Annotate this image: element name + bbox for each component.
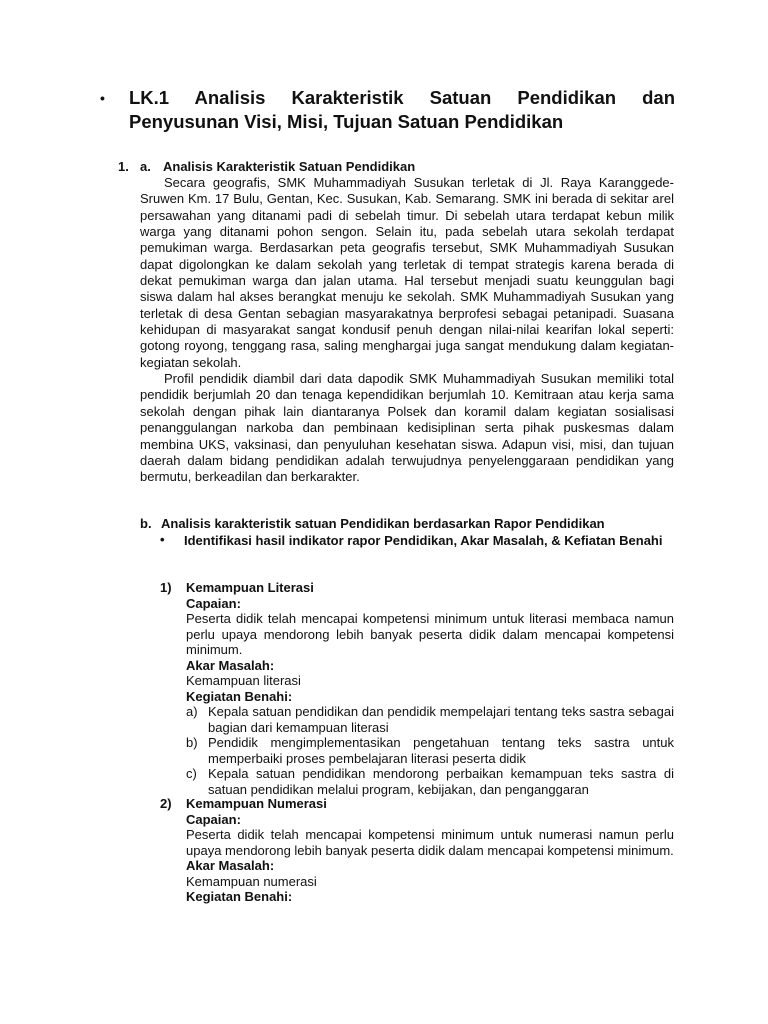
capaian-label: Capaian:: [186, 595, 241, 611]
item-title: Kemampuan Numerasi: [186, 796, 327, 811]
akar-masalah-label: Akar Masalah:: [186, 657, 275, 673]
akar-masalah-text: Kemampuan literasi: [186, 673, 301, 688]
section-b-title: Analisis karakteristik satuan Pendidikan berdasarkan Rapor Pendidikan: [161, 516, 605, 531]
section-a-title: Analisis Karakteristik Satuan Pendidikan: [163, 159, 416, 174]
bullet-text: Identifikasi hasil indikator rapor Pendidikan, Akar Masalah, & Kefiatan Benahi: [184, 533, 663, 548]
paragraph-profil: Profil pendidik diambil dari data dapodik SMK Muhammadiyah Susukan memiliki total pendidik berjumlah 20 dan tenaga kependidikan berjumlah 10. Kemitraan atau kerja sama sekolah dengan pihak lain diantaranya Polsek dan koramil dalam kegiatan sosialisasi penanggulangan narkoba dan pembinaan kedisiplinan serta pihak puskesmas dalam membina UKS, vaksinasi, dan penyuluhan kesehatan siswa. Adapun visi, misi, dan tujuan daerah dalam bidang pendidikan adalah terwujudnya penyelenggaraan pendidikan yang bermutu, berkeadilan dan berkarakter.: [140, 371, 674, 485]
document-title: [100, 86, 675, 134]
title-bullet: •: [100, 90, 105, 106]
kegiatan-item: [186, 704, 674, 735]
kegiatan-item: [186, 766, 674, 797]
kegiatan-letter: c): [186, 766, 197, 781]
capaian-text: Peserta didik telah mencapai kompetensi minimum untuk literasi membaca namun perlu upaya mendorong lebih banyak peserta didik dalam mencapai kompetensi minimum.: [186, 611, 674, 657]
section-a-body: [140, 175, 674, 486]
list-number: 1.: [118, 159, 129, 174]
kegiatan-list: [186, 704, 674, 797]
item-number: 1): [160, 580, 172, 595]
title-text: LK.1 Analisis Karakteristik Satuan Pendidikan dan Penyusunan Visi, Misi, Tujuan Satuan Pendidikan: [129, 87, 675, 132]
kegiatan-text: Kepala satuan pendidikan mendorong perbaikan kemampuan teks sastra di satuan pendidikan melalui program, kebijakan, dan penganggaran: [208, 766, 674, 797]
kegiatan-benahi-label: Kegiatan Benahi:: [186, 889, 293, 904]
akar-masalah-label: Akar Masalah:: [186, 858, 275, 873]
capaian-label: Capaian:: [186, 811, 241, 827]
kegiatan-benahi-label: Kegiatan Benahi:: [186, 688, 293, 704]
kegiatan-text: Pendidik mengimplementasikan pengetahuan tentang teks sastra untuk memperbaiki proses pembelajaran literasi peserta didik: [208, 735, 674, 766]
item-body: [186, 812, 674, 905]
section-letter-a: a.: [140, 159, 151, 174]
item-number: 2): [160, 796, 172, 811]
kegiatan-letter: a): [186, 704, 198, 719]
kegiatan-letter: b): [186, 735, 198, 750]
item-title: Kemampuan Literasi: [186, 580, 314, 595]
kegiatan-item: [186, 735, 674, 766]
kegiatan-text: Kepala satuan pendidikan dan pendidik mempelajari tentang teks sastra sebagai bagian dari kemampuan literasi: [208, 704, 674, 735]
bullet-icon: •: [160, 532, 165, 547]
akar-masalah-text: Kemampuan numerasi: [186, 873, 317, 889]
section-letter-b: b.: [140, 516, 152, 531]
item-body: [186, 596, 674, 798]
capaian-text: Peserta didik telah mencapai kompetensi minimum untuk numerasi namun perlu upaya mendorong lebih banyak peserta didik dalam mencapai kompetensi minimum.: [186, 827, 674, 858]
paragraph-geografis: Secara geografis, SMK Muhammadiyah Susukan terletak di Jl. Raya Karanggede-Sruwen Km. 17 Bulu, Gentan, Kec. Susukan, Kab. Semarang. SMK ini berada di sekitar arel persawahan yang ditanami padi di sebelah timur. Di sebelah utara terdapat kebun milik warga yang ditanami pohon sengon. Selain itu, pada sebelah utara sekolah terdapat pemukiman warga. Berdasarkan peta geografis tersebut, SMK Muhammadiyah Susukan dapat digolongkan ke dalam sekolah yang terletak di tempat strategis karena berada di dekat pemukiman warga dan jalan utama. Hal tersebut menjadi suatu keunggulan bagi siswa dalam hal akses berangkat menuju ke sekolah. SMK Muhammadiyah Susukan yang terletak di desa Gentan sebagian masyarakatnya berprofesi sebagai petanipadi. Suasana kehidupan di masyarakat sangat kondusif penuh dengan nilai-nilai kearifan lokal seperti: gotong royong, tenggang rasa, saling menghargai juga sangat mendukung dalam kegiatan-kegiatan sekolah.: [140, 175, 674, 370]
